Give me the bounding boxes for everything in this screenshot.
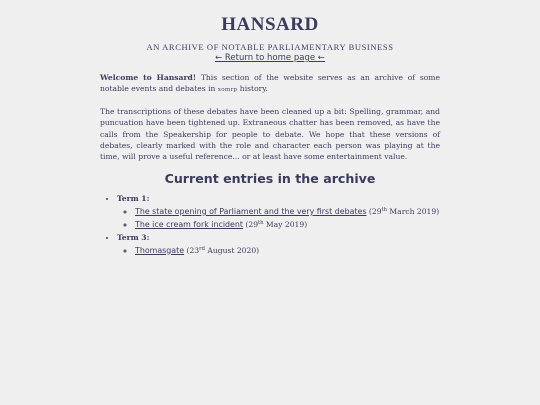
term-label: Term 1: [117,193,150,203]
welcome-smallcaps: xomrp [217,87,238,94]
entry-date: (29th March 2019) [366,206,440,216]
welcome-paragraph [100,72,440,97]
welcome-bold: Welcome to Hansard! [100,73,197,82]
entry-date: (29th May 2019) [242,219,308,229]
welcome-text-1: This section of the website serves as an archive of some notable events and debates in [100,73,440,94]
entry-link[interactable]: The ice cream fork incident [135,219,243,229]
page-title: HANSARD [221,14,319,35]
page-subtitle: AN ARCHIVE OF NOTABLE PARLIAMENTARY BUSINESS [146,42,394,52]
entry-date: (23rd August 2020) [184,245,260,255]
entry-link[interactable]: Thomasgate [135,245,185,255]
transcription-note-paragraph: The transcriptions of these debates have been cleaned up a bit: Spelling, grammar, and puncuation have been tightened up. Extraneous chatter has been removed, as have the calls from the Speakership for people to debate. We hope that these versions of debates, clearly marked with the role and character each person was playing at the time, will prove a useful reference... or at least have some entertainment value. [100,106,440,162]
entry-item [135,205,440,218]
term-item [117,231,440,257]
entry-item [135,244,440,257]
term-list [100,192,440,257]
entry-item [135,218,440,231]
page [100,0,440,257]
entry-link[interactable]: The state opening of Parliament and the very first debates [135,206,367,216]
entry-list [117,244,440,257]
term-item [117,192,440,231]
entry-list [117,205,440,231]
welcome-text-2: history. [237,84,268,94]
term-label: Term 3: [117,232,150,242]
archive-heading: Current entries in the archive [164,170,376,186]
return-home-link[interactable]: ← Return to home page ← [215,53,325,63]
